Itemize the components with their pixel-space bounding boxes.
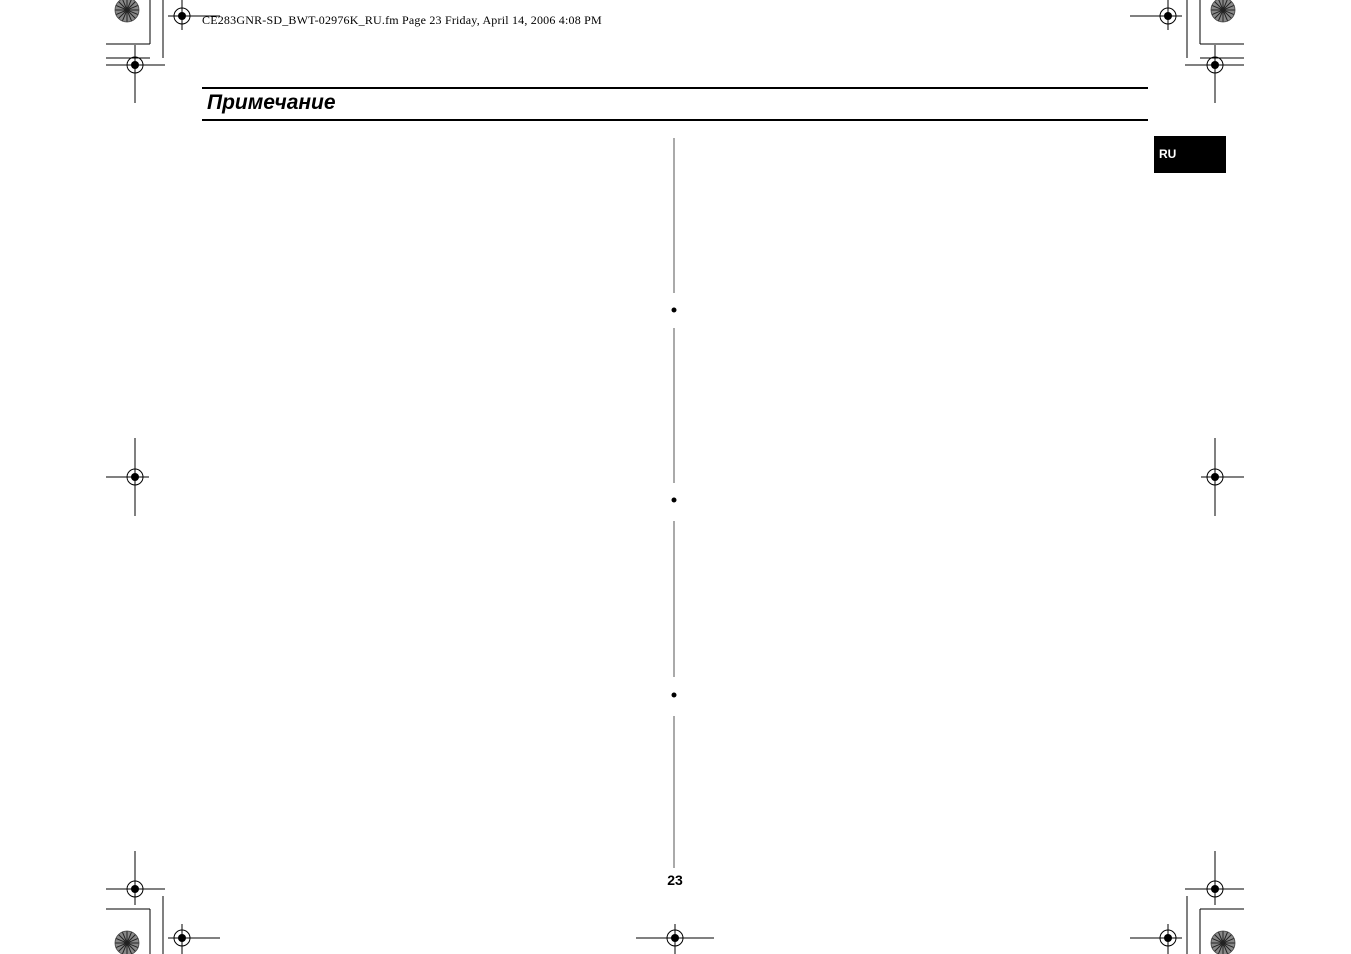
title-rule-bottom xyxy=(202,119,1148,121)
file-header: CE283GNR-SD_BWT-02976K_RU.fm Page 23 Friday, April 14, 2006 4:08 PM xyxy=(202,13,602,27)
registration-mark-bottom-center xyxy=(636,924,714,954)
corner-marks-bottom-right xyxy=(1130,851,1244,954)
section-title: Примечание xyxy=(207,91,336,114)
language-tab xyxy=(1154,136,1226,173)
center-fold-line xyxy=(672,138,677,868)
registration-mark-middle-right xyxy=(1201,438,1244,516)
registration-mark-middle-left xyxy=(106,438,149,516)
corner-marks-bottom-left xyxy=(106,851,220,954)
page-number: 23 xyxy=(667,872,683,888)
language-tab-label: RU xyxy=(1159,147,1177,161)
title-rule-top xyxy=(202,87,1148,89)
